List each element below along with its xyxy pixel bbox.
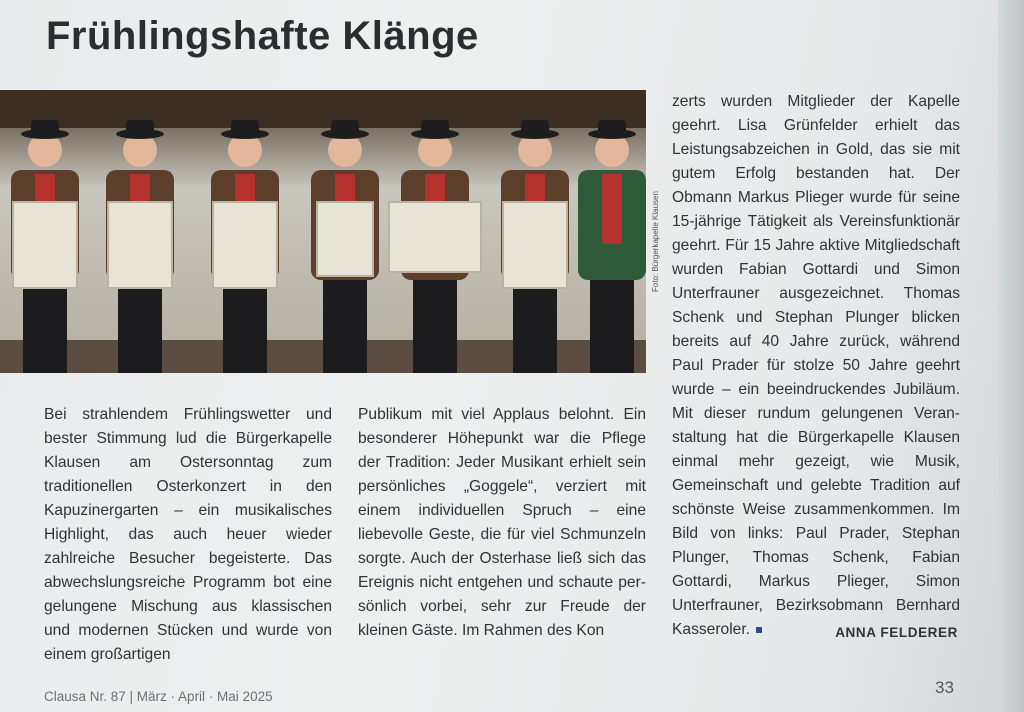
article-column-2 [358, 403, 646, 643]
photo-credit: Foto: Bürgerkapelle Klausen [651, 191, 660, 292]
group-photo [0, 90, 646, 373]
column-3-text: zerts wurden Mitglieder der Kapelle geehrt. Lisa Grünfelder erhielt das Leistungsabzeichen in Gold, das sie mit gutem Erfolg bestanden hat. Der Obmann Markus Plieger wurde für seine 15-jährige Tätigkeit als Vereinsfunktionär geehrt. Für 15 Jahre aktive Mitgliedschaft wurden Fabian Gottardi und Simon Unterfrauner ausgezeichnet. Thomas Schenk und Stephan Plunger blicken bereits auf 40 Jahre zurück, während Paul Prader für stolze 50 Jahre geehrt wurde – ein beeindruckendes Jubiläum. Mit dieser rundum gelungenen Veranstaltung hat die Bürgerkapelle Klausen einmal mehr gezeigt, wie Musik, Gemeinschaft und gelebte Tradition auf schönste Weise zusammenkommen. Im Bild von links: Paul Prader, Stephan Plunger, Thomas Schenk, Fabian Gottardi, Markus Plieger, Simon Unterfrauner, Bezirksobmann Bernhard Kasseroler. [672, 93, 960, 638]
page-edge [998, 0, 1024, 712]
article-column-3 [672, 90, 960, 642]
article-column-1 [44, 403, 332, 667]
author-name: ANNA FELDERER [835, 625, 958, 640]
page-number: 33 [935, 678, 954, 697]
end-mark-icon [756, 627, 762, 633]
column-2-text: Publikum mit viel Applaus belohnt. Ein besonderer Höhepunkt war die Pflege der Tradition: Jeder Musikant erhielt sein persönliches „Goggele“, verziert mit einem individuellen Spruch – eine liebevolle Geste, die für viel Schmunzeln sorgte. Auch der Osterhase ließ sich das Ereignis nicht entgehen und schaute persönlich vorbei, sehr zur Freude der kleinen Gäste. Im Rahmen des Kon [358, 406, 646, 639]
issue-footer: Clausa Nr. 87 | März · April · Mai 2025 [44, 689, 273, 704]
article-title: Frühlingshafte Klänge [46, 14, 479, 58]
column-1-text: Bei strahlendem Frühlingswetter und bester Stimmung lud die Bürgerkapelle Klausen am Ostersonntag zum traditionellen Osterkonzert in den Kapuzinergarten – ein musikalisches Highlight, das auch heuer wieder zahlreiche Besucher begeisterte. Das abwechslungsreiche Programm bot eine gelungene Mischung aus klassischen und modernen Stücken und wurde von einem großartigen [44, 406, 332, 663]
